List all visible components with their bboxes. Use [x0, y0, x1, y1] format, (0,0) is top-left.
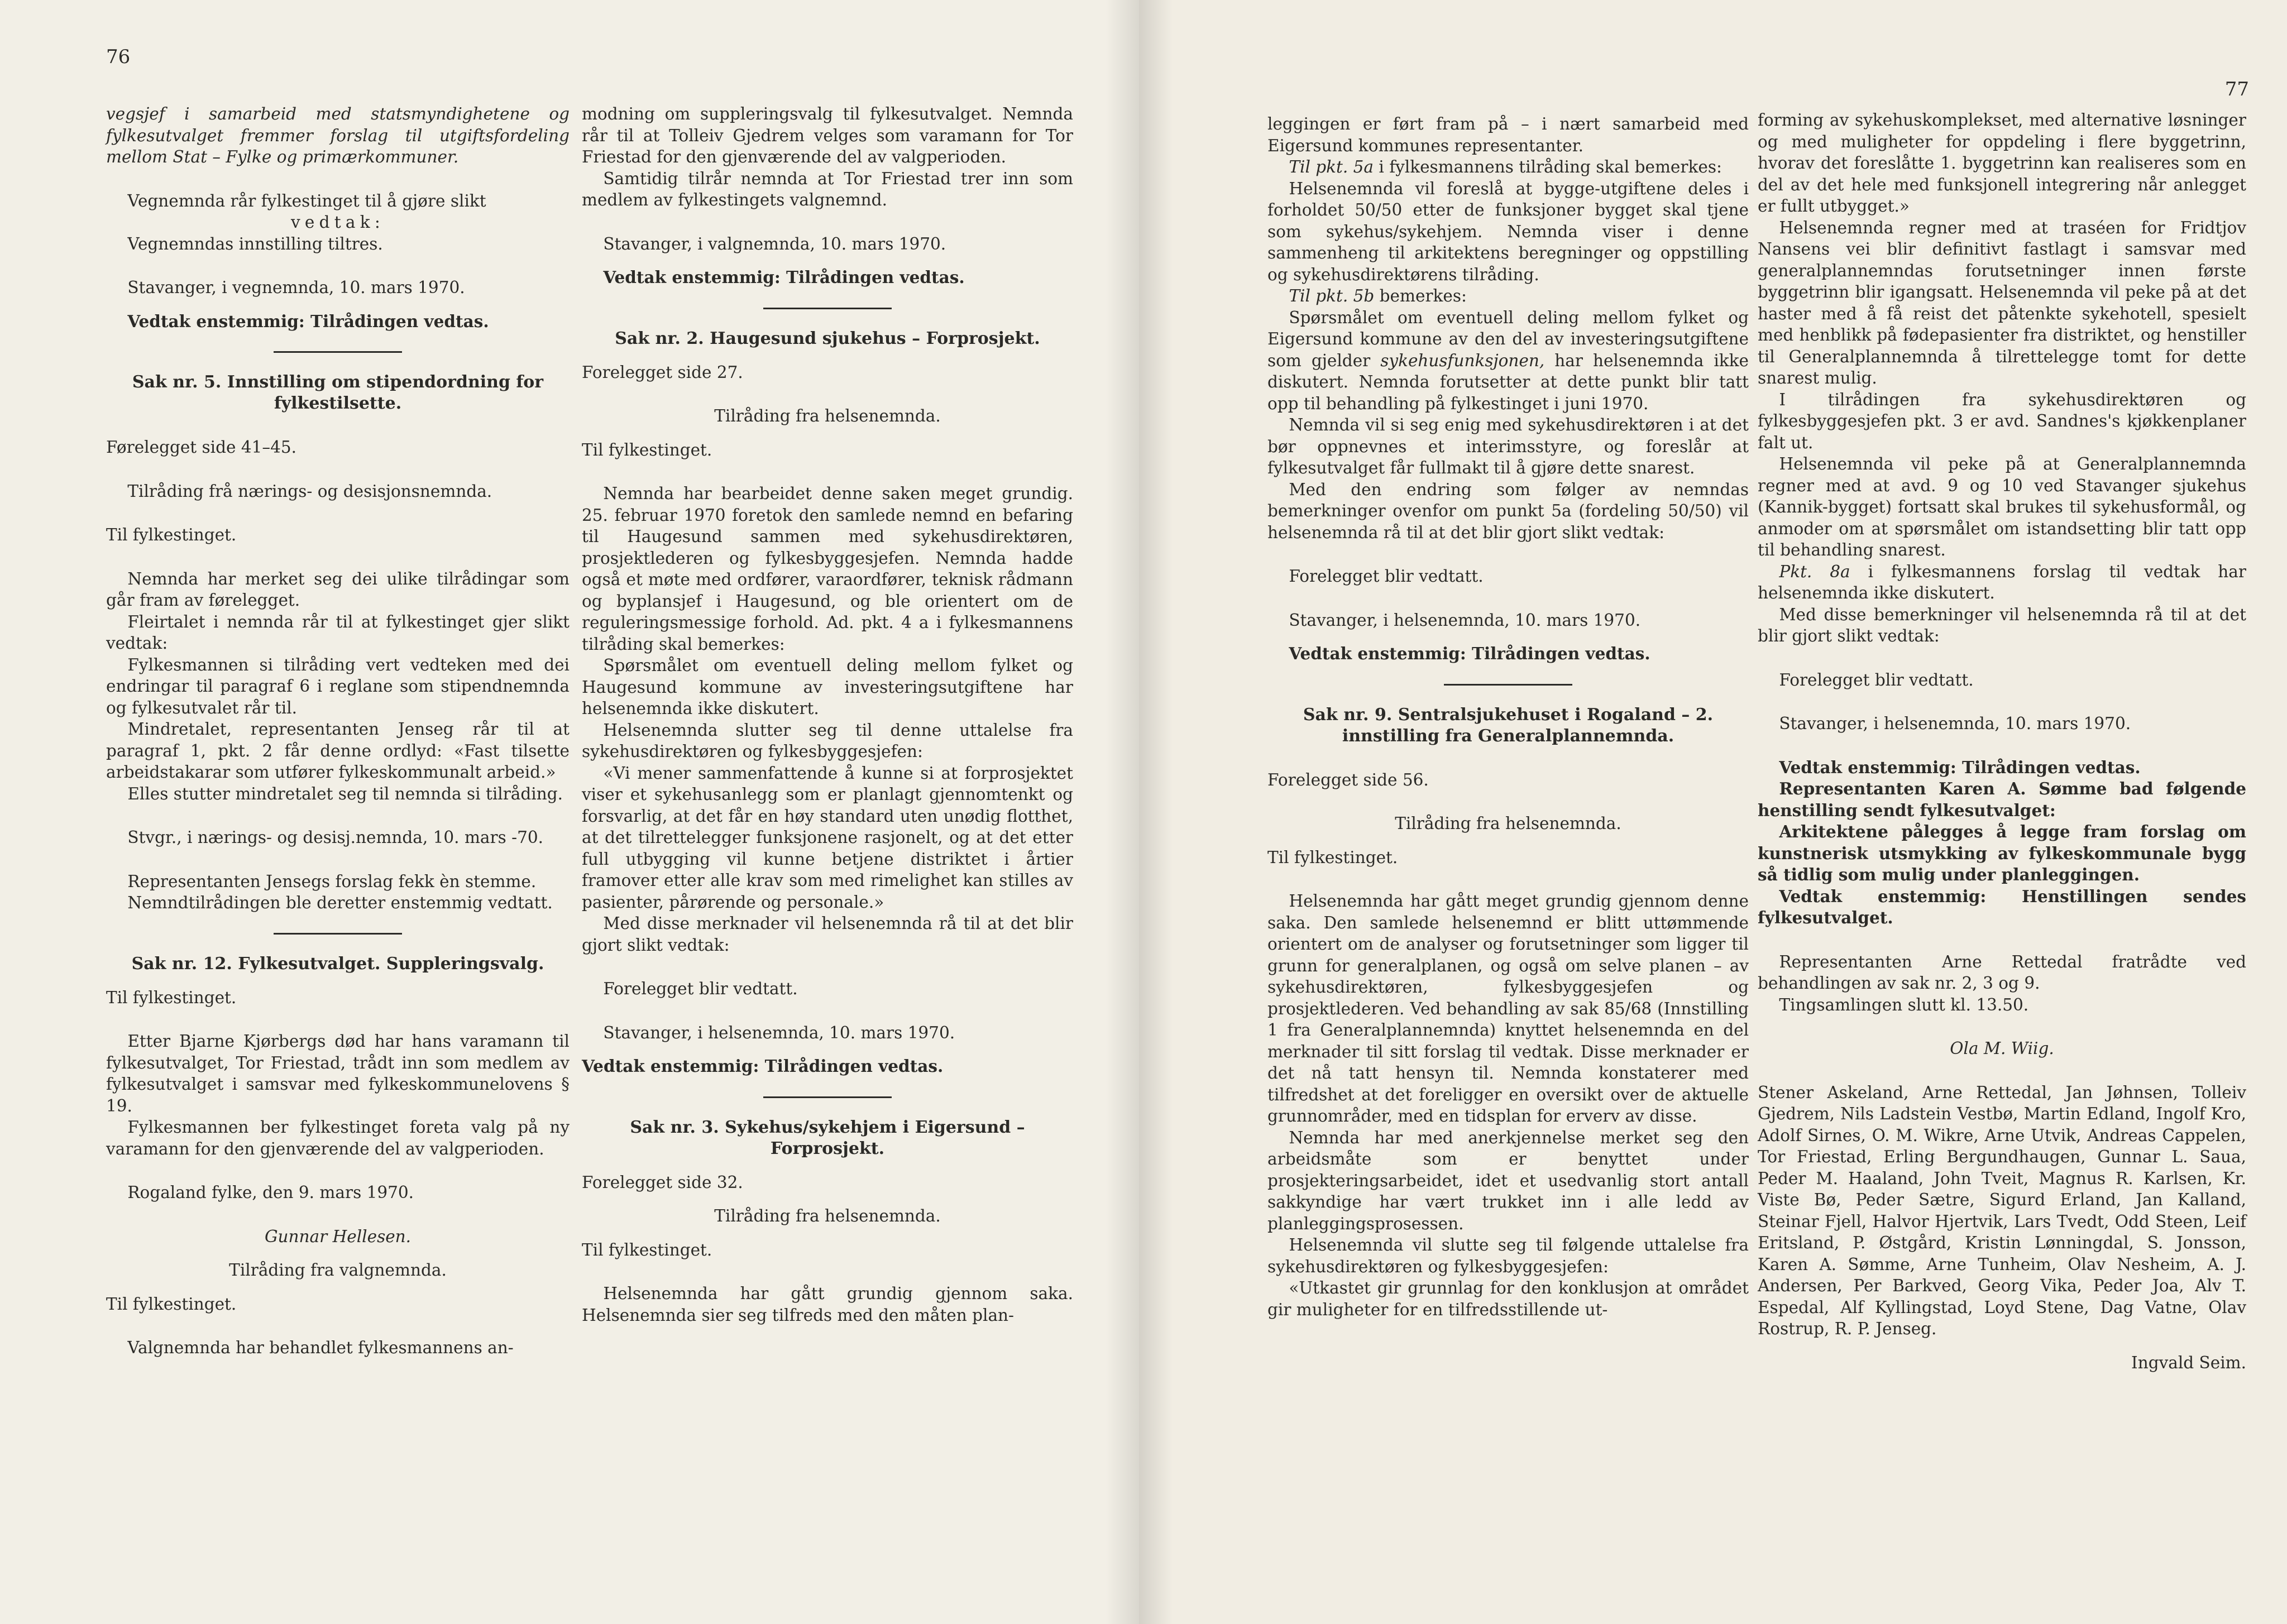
date-line: Stvgr., i nærings- og desisj.nemnda, 10. mars -70. — [127, 828, 544, 847]
paragraph: forming av sykehuskomplekset, med alternative løsninger og med muligheter for oppdeling i flere byggetrinn, hvorav det foreslåtte 1. byggetrinn kan realiseres som en del av det hele med funksjonell integrering når anlegget er fullt utbygget.» — [1758, 111, 2246, 215]
paragraph: Mindretalet, representanten Jenseg rår til at paragraf 1, pkt. 2 får denne ordlyd: «Fast tilsette arbeidstakarar som utfører fylkeskommunalt arbeid.» — [106, 720, 570, 782]
signature: Ola M. Wiig. — [1950, 1039, 2054, 1058]
paragraph: Tilråding fra valgnemnda. — [229, 1261, 447, 1280]
column-2 — [582, 103, 1073, 1326]
paragraph: Elles stutter mindretalet seg til nemnda si tilråding. — [127, 784, 563, 803]
paragraph: Tilråding frå nærings- og desisjonsnemnda. — [127, 481, 492, 501]
section-divider — [1444, 684, 1572, 686]
paragraph: Vegnemnda rår fylkestinget til å gjøre slikt — [127, 191, 486, 210]
paragraph: Med disse merknader vil helsenemnda rå til at det blir gjort slikt vedtak: — [582, 914, 1073, 955]
text-run: bemerkes: — [1374, 286, 1467, 305]
text-run: Spørsmålet om eventuell deling mellom fylket og Eigersund kommune av den del av investeringsutgiftene som gjelder — [1267, 308, 1749, 370]
paragraph: Med den endring som følger av nemndas bemerkninger ovenfor om punkt 5a (fordeling 50/50) vil helsenemnda rå til at det blir gjort slikt vedtak: — [1267, 480, 1749, 542]
paragraph: Til fylkestinget. — [106, 525, 237, 544]
bold-paragraph: Representanten Karen A. Sømme bad følgende henstilling sendt fylkesutvalget: — [1758, 779, 2246, 820]
paragraph: Til fylkestinget. — [106, 1294, 237, 1314]
date-line: Stavanger, i helsenemnda, 10. mars 1970. — [1779, 714, 2131, 733]
decision: Vedtak enstemmig: Tilrådingen vedtas. — [603, 267, 965, 287]
date-line: Stavanger, i helsenemnda, 10. mars 1970. — [603, 1023, 955, 1042]
left-page — [0, 0, 1139, 1624]
text-run: har helsenemnda ikke diskutert. Nemnda forutsetter at dette punkt blir tatt opp til behandling på fylkestinget i juni 1970. — [1267, 351, 1749, 413]
text-run: i fylkesmannens forslag til vedtak har helsenemnda ikke diskutert. — [1758, 562, 2246, 602]
date-line: Rogaland fylke, den 9. mars 1970. — [127, 1183, 414, 1202]
paragraph: Etter Bjarne Kjørbergs død har hans varamann til fylkesutvalget, Tor Friestad, trådt inn som medlem av fylkesutvalget i samsvar med fylkeskommunelovens § 19. — [106, 1032, 570, 1115]
paragraph: Valgnemnda har behandlet fylkesmannens an- — [127, 1338, 514, 1357]
paragraph: Helsenemnda vil foreslå at bygge-utgiftene deles i forholdet 50/50 etter de funksjoner bygget skal tjene som sykehus/sykehjem. Nemnda viser i denne sammenheng til arkitektens beregninger og oppstilling og sykehusdirektørens tilråding. — [1267, 179, 1749, 284]
point-label: Til pkt. 5b — [1289, 286, 1375, 305]
paragraph: Forelegget side 56. — [1267, 770, 1429, 789]
date-line: Stavanger, i helsenemnda, 10. mars 1970. — [1289, 610, 1641, 630]
vedtak-word: vedtak: — [290, 213, 385, 232]
paragraph: Forelegget side 32. — [582, 1172, 743, 1192]
paragraph — [1758, 561, 2246, 604]
decision: Vedtak enstemmig: Tilrådingen vedtas. — [1289, 644, 1650, 663]
quote: «Vi mener sammenfattende å kunne si at forprosjektet viser et sykehusanlegg som er planlagt gjennomtenkt og forsvarlig, at det får en høy standard uten unødig flotthet, at det tilrettelegger funksjonene rasjonelt, og at det etter full utbygging vil kunne betjene distriktet i årtier framover etter alle krav som med rimelighet kan stilles av pasienter, pårørende og personale.» — [582, 763, 1073, 912]
paragraph: Helsenemnda vil slutte seg til følgende uttalelse fra sykehusdirektøren og fylkesbyggesjefen: — [1267, 1235, 1749, 1276]
paragraph: Helsenemnda har gått grundig gjennom saka. Helsenemnda sier seg tilfreds med den måten plan- — [582, 1284, 1073, 1325]
paragraph: Fylkesmannen ber fylkestinget foreta valg på ny varamann for den gjenværende del av valgperioden. — [106, 1118, 570, 1158]
paragraph: Fylkesmannen si tilråding vert vedteken med dei endringar til paragraf 6 i reglane som stipendnemnda og fylkesutvalet rår til. — [106, 655, 570, 717]
bold-paragraph: Vedtak enstemmig: Henstillingen sendes fylkesutvalget. — [1758, 886, 2246, 927]
paragraph: Forelegget blir vedtatt. — [1779, 670, 1974, 689]
sak2-heading: Sak nr. 2. Haugesund sjukehus – Forprosjekt. — [615, 328, 1040, 348]
paragraph: Forelegget blir vedtatt. — [603, 979, 798, 998]
text-run: i fylkesmannens tilråding skal bemerkes: — [1374, 157, 1722, 176]
paragraph: Forelegget blir vedtatt. — [1289, 567, 1484, 586]
paragraph: Helsenemnda regner med at traséen for Fridtjov Nansens vei blir definitivt fastlagt i samsvar med generalplannemndas forutsetninger innen første byggetrinn blir igangsatt. Helsenemnda vil peke på at det haster med å få reist det påtenkte sykehotell, spesielt med henblikk på fødepasienter fra distriktet, og henstiller til Generalplannemnda å tilrettelegge tomt for dette snarest mulig. — [1758, 218, 2246, 387]
signature: Gunnar Hellesen. — [264, 1227, 412, 1246]
paragraph: Tilråding fra helsenemnda. — [714, 1206, 941, 1225]
final-signature: Ingvald Seim. — [2131, 1353, 2246, 1372]
paragraph: Samtidig tilrår nemnda at Tor Friestad trer inn som medlem av fylkestingets valgnemnd. — [582, 169, 1073, 209]
paragraph: Til fylkestinget. — [582, 1240, 712, 1259]
paragraph: Helsenemnda vil peke på at Generalplannemnda regner med at avd. 9 og 10 ved Stavanger sjukehus (Kannik-bygget) fortsatt skal brukes til sykehusformål, og anmoder om at spørsmålet om istandsetting blir tatt opp til behandling snarest. — [1758, 454, 2246, 559]
sak9-heading: Sak nr. 9. Sentralsjukehuset i Rogaland – 2. innstilling fra Generalplannemnda. — [1303, 705, 1714, 746]
paragraph: Helsenemnda slutter seg til denne uttalelse fra sykehusdirektøren og fylkesbyggesjefen: — [582, 720, 1073, 761]
paragraph — [1267, 285, 1749, 307]
paragraph: Forelegget side 27. — [582, 362, 743, 382]
paragraph: leggingen er ført fram på – i nært samarbeid med Eigersund kommunes representanter. — [1267, 114, 1749, 155]
sak12-heading: Sak nr. 12. Fylkesutvalget. Suppleringsvalg. — [131, 954, 544, 974]
column-1 — [106, 103, 570, 1359]
paragraph: Fleirtalet i nemnda rår til at fylkestinget gjer slikt vedtak: — [106, 612, 570, 653]
page-number: 77 — [2224, 78, 2249, 100]
paragraph: Til fylkestinget. — [1267, 847, 1398, 867]
paragraph: Nemnda vil si seg enig med sykehusdirektøren i at det bør oppnevnes et interimsstyre, og foreslår at fylkesutvalget får fullmakt til å gjøre dette snarest. — [1267, 415, 1749, 477]
paragraph: Nemnda har med anerkjennelse merket seg den arbeidsmåte som er benyttet under prosjekteringsarbeidet, idet et usedvanlig stort antall sakkyndige har vært trukket inn i alle ledd av planleggingsprosessen. — [1267, 1128, 1749, 1233]
paragraph: Vegnemndas innstilling tiltres. — [127, 234, 383, 253]
paragraph: Tingsamlingen slutt kl. 13.50. — [1779, 995, 2029, 1014]
paragraph: Nemnda har bearbeidet denne saken meget grundig. 25. februar 1970 foretok den samlede nemnd en befaring til Haugesund sammen med sykehusdirektøren, prosjektlederen og fylkesbyggesjefen. Nemnda hadde også et møte med ordfører, varaordfører, teknisk rådmann og byplansjef i Haugesund, og ble orientert om de reguleringsmessige forhold. Ad. pkt. 4 a i fylkesmannens tilråding skal bemerkes: — [582, 484, 1073, 654]
point-label: Til pkt. 5a — [1289, 157, 1374, 176]
column-3 — [1267, 113, 1749, 1320]
paragraph: Nemnda har merket seg dei ulike tilrådingar som går fram av førelegget. — [106, 569, 570, 610]
date-line: Stavanger, i vegnemnda, 10. mars 1970. — [127, 278, 465, 297]
paragraph: Helsenemnda har gått meget grundig gjennom denne saka. Den samlede helsenemnd er blitt uttømmende orientert om de analyser og forutsetninger som ligger til grunn for generalplanen, og også om selve planen – av sykehusdirektøren, fylkesbyggesjefen og prosjektlederen. Ved behandling av sak 85/68 (Innstilling 1 fra Generalplannemnda) knyttet helsenemnda en del merknader til sitt forslag til vedtak. Disse merknader er det nå tatt hensyn til. Nemnda konstaterer med tilfredshet at det foreligger en oversikt over de aktuelle grunnområder, med en tidsplan for erverv av disse. — [1267, 892, 1749, 1125]
sak5-heading: Sak nr. 5. Innstilling om stipendordning for fylkestilsette. — [132, 372, 544, 413]
paragraph: Tilråding fra helsenemnda. — [714, 406, 941, 425]
gutter-shadow — [1139, 0, 1173, 1624]
paragraph — [1267, 307, 1749, 415]
paragraph: Til fylkestinget. — [582, 440, 712, 459]
names-list: Stener Askeland, Arne Rettedal, Jan Jøhnsen, Tolleiv Gjedrem, Nils Ladstein Vestbø, Martin Edland, Ingolf Kro, Adolf Sirnes, O. M. Wikre, Arne Utvik, Andreas Cappelen, Tor Friestad, Erling Bergundhaugen, Gunnar L. Saua, Peder M. Haaland, John Tveit, Magnus R. Karlsen, Kr. Viste Bø, Peder Sætre, Sigurd Erland, Jan Kalland, Steinar Fjell, Halvor Hjertvik, Lars Tvedt, Odd Steen, Leif Eritsland, P. Østgård, Kristin Lønningdal, S. Jonsson, Karen A. Sømme, Arne Tunheim, Olav Nesheim, A. J. Andersen, Per Barkved, Georg Vika, Peder Joa, Alv T. Espedal, Alf Kyllingstad, Loyd Stene, Dag Vatne, Olav Rostrup, R. P. Jenseg. — [1758, 1082, 2246, 1338]
italic-run: sykehusfunksjonen, — [1380, 351, 1545, 370]
paragraph: Representanten Arne Rettedal fratrådte ved behandlingen av sak nr. 2, 3 og 9. — [1758, 952, 2246, 993]
page-number: 76 — [106, 46, 131, 68]
decision: Vedtak enstemmig: Tilrådingen vedtas. — [127, 311, 489, 331]
right-page — [1139, 0, 2287, 1624]
section-divider — [763, 1096, 892, 1098]
paragraph: Nemndtilrådingen ble deretter enstemmig vedtatt. — [127, 893, 553, 912]
point-label: Pkt. 8a — [1779, 562, 1850, 581]
section-divider — [274, 933, 402, 935]
paragraph: Til fylkestinget. — [106, 988, 237, 1007]
paragraph: Representanten Jensegs forslag fekk èn stemme. — [127, 871, 537, 891]
paragraph: modning om suppleringsvalg til fylkesutvalget. Nemnda rår til at Tolleiv Gjedrem velges som varamann for Tor Friestad for den gjenværende del av valgperioden. — [582, 104, 1073, 166]
decision: Vedtak enstemmig: Tilrådingen vedtas. — [582, 1056, 944, 1076]
section-divider — [274, 351, 402, 353]
quote: «Utkastet gir grunnlag for den konklusjon at området gir muligheter for en tilfredsstillende ut- — [1267, 1278, 1749, 1319]
bold-paragraph: Arkitektene pålegges å legge fram forslag om kunstnerisk utsmykking av fylkeskommunale bygg så tidlig som mulig under planleggingen. — [1758, 822, 2246, 884]
intro-paragraph: vegsjef i samarbeid med statsmyndighetene og fylkesutvalget fremmer forslag til utgiftsfordeling mellom Stat – Fylke og primærkommuner. — [106, 104, 570, 166]
paragraph: I tilrådingen fra sykehusdirektøren og fylkesbyggesjefen pkt. 3 er avd. Sandnes's kjøkkenplaner falt ut. — [1758, 390, 2246, 452]
paragraph: Førelegget side 41–45. — [106, 438, 297, 457]
paragraph: Spørsmålet om eventuell deling mellom fylket og Haugesund kommune av investeringsutgiftene har helsenemnda ikke diskutert. — [582, 656, 1073, 718]
gutter-shadow — [1106, 0, 1139, 1624]
section-divider — [763, 308, 892, 309]
paragraph: Tilråding fra helsenemnda. — [1395, 814, 1621, 833]
decision: Vedtak enstemmig: Tilrådingen vedtas. — [1779, 757, 2141, 777]
paragraph — [1267, 156, 1749, 178]
date-line: Stavanger, i valgnemnda, 10. mars 1970. — [603, 234, 946, 253]
column-4 — [1758, 109, 2246, 1373]
sak3-heading: Sak nr. 3. Sykehus/sykehjem i Eigersund – Forprosjekt. — [630, 1117, 1025, 1158]
paragraph: Med disse bemerkninger vil helsenemnda rå til at det blir gjort slikt vedtak: — [1758, 605, 2246, 645]
